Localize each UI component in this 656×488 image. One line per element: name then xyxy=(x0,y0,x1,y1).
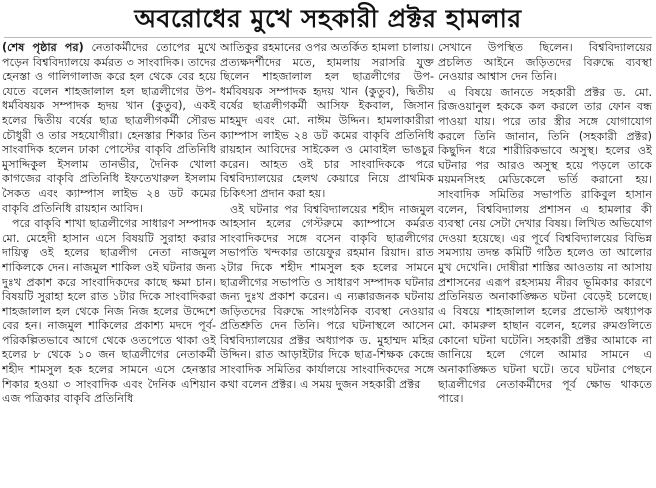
paragraph: ওই ঘটনার পর বিশ্ববিদ্যালয়ের শহীদ নাজমুল আহসান হলের গেস্টরুমে ক্যাম্পাসে কর্মরত সাংবাদিকদের সঙ্গে বসেন বাকৃবি ছাত্রলীগের সভাপতি খন্দকার তায়েফুর রহমান রিয়াদ। রাত ২টার দিকে শহীদ শামসুল হক হলের সামনে ছাত্রলীগের সভাপতি ও সাধারণ সম্পাদক ঘটনার জন্য দুঃখ প্রকাশ করেন। এ ন্যক্কারজনক ঘটনায় জড়িতদের বিরুদ্ধে সাংগঠনিক ব্যবস্থা নেওয়ার প্রতিশ্রুতি দেন তিনি। পরে ঘটনাস্থলে আসেন বিশ্ববিদ্যালয়ের প্রক্টর অধ্যাপক ড. মুহাম্মদ মহির উদ্দিন। রাত আড়াইটার দিকে ছাত্র-শিক্ষক কেন্দ্রে সাংবাদিক সমিতির কার্যালয়ে সাংবাদিকদের সঙ্গে কথা বলেন প্রক্টর। এ সময় দুজন সহকারী প্রক্টর xyxy=(220,202,434,391)
paragraph-text: নেতাকর্মীদের তোপের মুখে পড়েন বিশ্ববিদ্যালয়ে কর্মরত ৩ সাংবাদিক। তাদের হেনস্তা ও গালিগালাজ করে হল থেকে বের হয়ে যেতে বলেন শাহজালাল হল ছাত্রলীগের উপ-ধর্মবিষয়ক সম্পাদক হৃদয় খান (কুতুব), একই হলের দ্বিতীয় বর্ষের ছাত্র ছাত্রলীগকর্মী সৌরভ চৌধুরী ও তার সহযোগীরা। হেনস্তার শিকার তিন সাংবাদিক হলেন ঢাকা পোস্টের বাকৃবি প্রতিনিধি মুসাদ্দিকুল ইসলাম তানভীর, দৈনিক খোলা কাগজের বাকৃবি প্রতিনিধি ইফতেখারুল ইসলাম সৈকত এবং ক্যাম্পাস লাইভ ২৪ ডট কমের বাকৃবি প্রতিনিধি রায়হান আবিদ। xyxy=(2,41,216,215)
article-column-1 xyxy=(2,41,216,488)
article-body xyxy=(2,41,654,488)
headline: অবরোধের মুখে সহকারী প্রক্টর হামলার xyxy=(134,4,522,33)
paragraph xyxy=(2,41,216,216)
headline-divider xyxy=(4,37,652,38)
paragraph: আতিকুর রহমানের ওপর অতর্কিত হামলা চালায়। প্রত্যক্ষদর্শীদের মতে, হামলায় সরাসরি যুক্ত ছিলেন শাহজালাল হল ছাত্রলীগের উপ-ধর্মবিষয়ক সম্পাদক হৃদয় খান (কুতুব), দ্বিতীয় বর্ষের ছাত্রলীগকর্মী আসিফ ইকবাল, জিসান মাহমুদ এবং মো. নাঈম উদ্দিন। হামলাকারীরা ক্যাম্পাস লাইভ ২৪ ডট কমের বাকৃবি প্রতিনিধি রায়হান আবিদের সাইকেল ও মোবাইল ভাঙচুর করেন। আহত ওই চার সাংবাদিককে পরে বিশ্ববিদ্যালয়ের হেলথ কেয়ারে নিয়ে প্রাথমিক চিকিৎসা প্রদান করা হয়। xyxy=(220,41,434,200)
paragraph: পরে বাকৃবি শাখা ছাত্রলীগের সাধারণ সম্পাদক মো. মেহেদী হাসান এসে বিষয়টি সুরাহা করার দায়িত্ব ওই হলের ছাত্রলীগ নেতা নাজমুল শাকিলকে দেন। নাজমুল শাকিল ওই ঘটনার জন্য দুঃখ প্রকাশ করে সাংবাদিকদের কাছে ক্ষমা চান। বিষয়টি সুরাহা হলে রাত ১টার দিকে সাংবাদিকরা শাহজালাল হল থেকে নিজ নিজ হলের উদ্দেশে বের হন। নাজমুল শাকিলের প্রকাশ্য মদদে পূর্ব-পরিকল্পিতভাবে আগে থেকে ওতপেতে থাকা ওই হলের ৮ থেকে ১০ জন ছাত্রলীগের নেতাকর্মী শহীদ শামসুল হক হলের সামনে এসে হেনস্তার শিকার হওয়া ৩ সাংবাদিক এবং দৈনিক এশিয়ান এজ পত্রিকার বাকৃবি প্রতিনিধি xyxy=(2,217,216,406)
article-column-3 xyxy=(438,41,652,488)
paragraph: এ বিষয়ে জানতে সহকারী প্রক্টর ড. মো. রিজওয়ানুল হককে কল করলে তার ফোন বন্ধ পাওয়া যায়। পরে তার স্ত্রীর সঙ্গে যোগাযোগ করলে তিনি জানান, তিনি (সহকারী প্রক্টর) কিছুদিন ধরে শারীরিকভাবে অসুস্থ। হলের ওই ঘটনার পর আরও অসুস্থ হয়ে পড়লে তাকে ময়মনসিংহ মেডিকেলে ভর্তি করানো হয়। সাংবাদিক সমিতির সভাপতি রাকিবুল হাসান বলেন, বিশ্ববিদ্যালয় প্রশাসন এ হামলার কী ব্যবস্থা নেয় সেটা দেখার বিষয়। লিখিত অভিযোগ দেওয়া হয়েছে। এর পূর্বে বিশ্ববিদ্যালয়ের বিভিন্ন সমস্যায় তদন্ত কমিটি গঠিত হলেও তা আলোর মুখ দেখেনি। দোষীরা শাস্তির আওতায় না আসায় প্রশাসনের এরূপ রহস্যময় নীরব ভূমিকার কারণে প্রতিনিয়ত অনাকাঙ্ক্ষিত ঘটনা বেড়েই চলেছে। এ বিষয়ে শাহজালাল হলের প্রভোস্ট অধ্যাপক মো. কামরুল হাছান বলেন, হলের রুমগুলিতে কোনো ঘটনা ঘটেনি। সহকারী প্রক্টর আমাকে না জানিয়ে হলে গেলে আমার সামনে এ অনাকাঙ্ক্ষিত ঘটনা ঘটে। তবে ঘটনার পেছনে ছাত্রলীগের নেতাকর্মীদের পূর্ব ক্ষোভ থাকতে পারে। xyxy=(438,85,652,406)
article-column-2 xyxy=(220,41,434,488)
lead-tag: (শেষ পৃষ্ঠার পর) xyxy=(2,41,84,54)
paragraph: সেখানে উপস্থিত ছিলেন। বিশ্ববিদ্যালয়ের প্রচলিত আইনে জড়িতদের বিরুদ্ধে ব্যবস্থা নেওয়ার আশ্বাস দেন তিনি। xyxy=(438,41,652,84)
